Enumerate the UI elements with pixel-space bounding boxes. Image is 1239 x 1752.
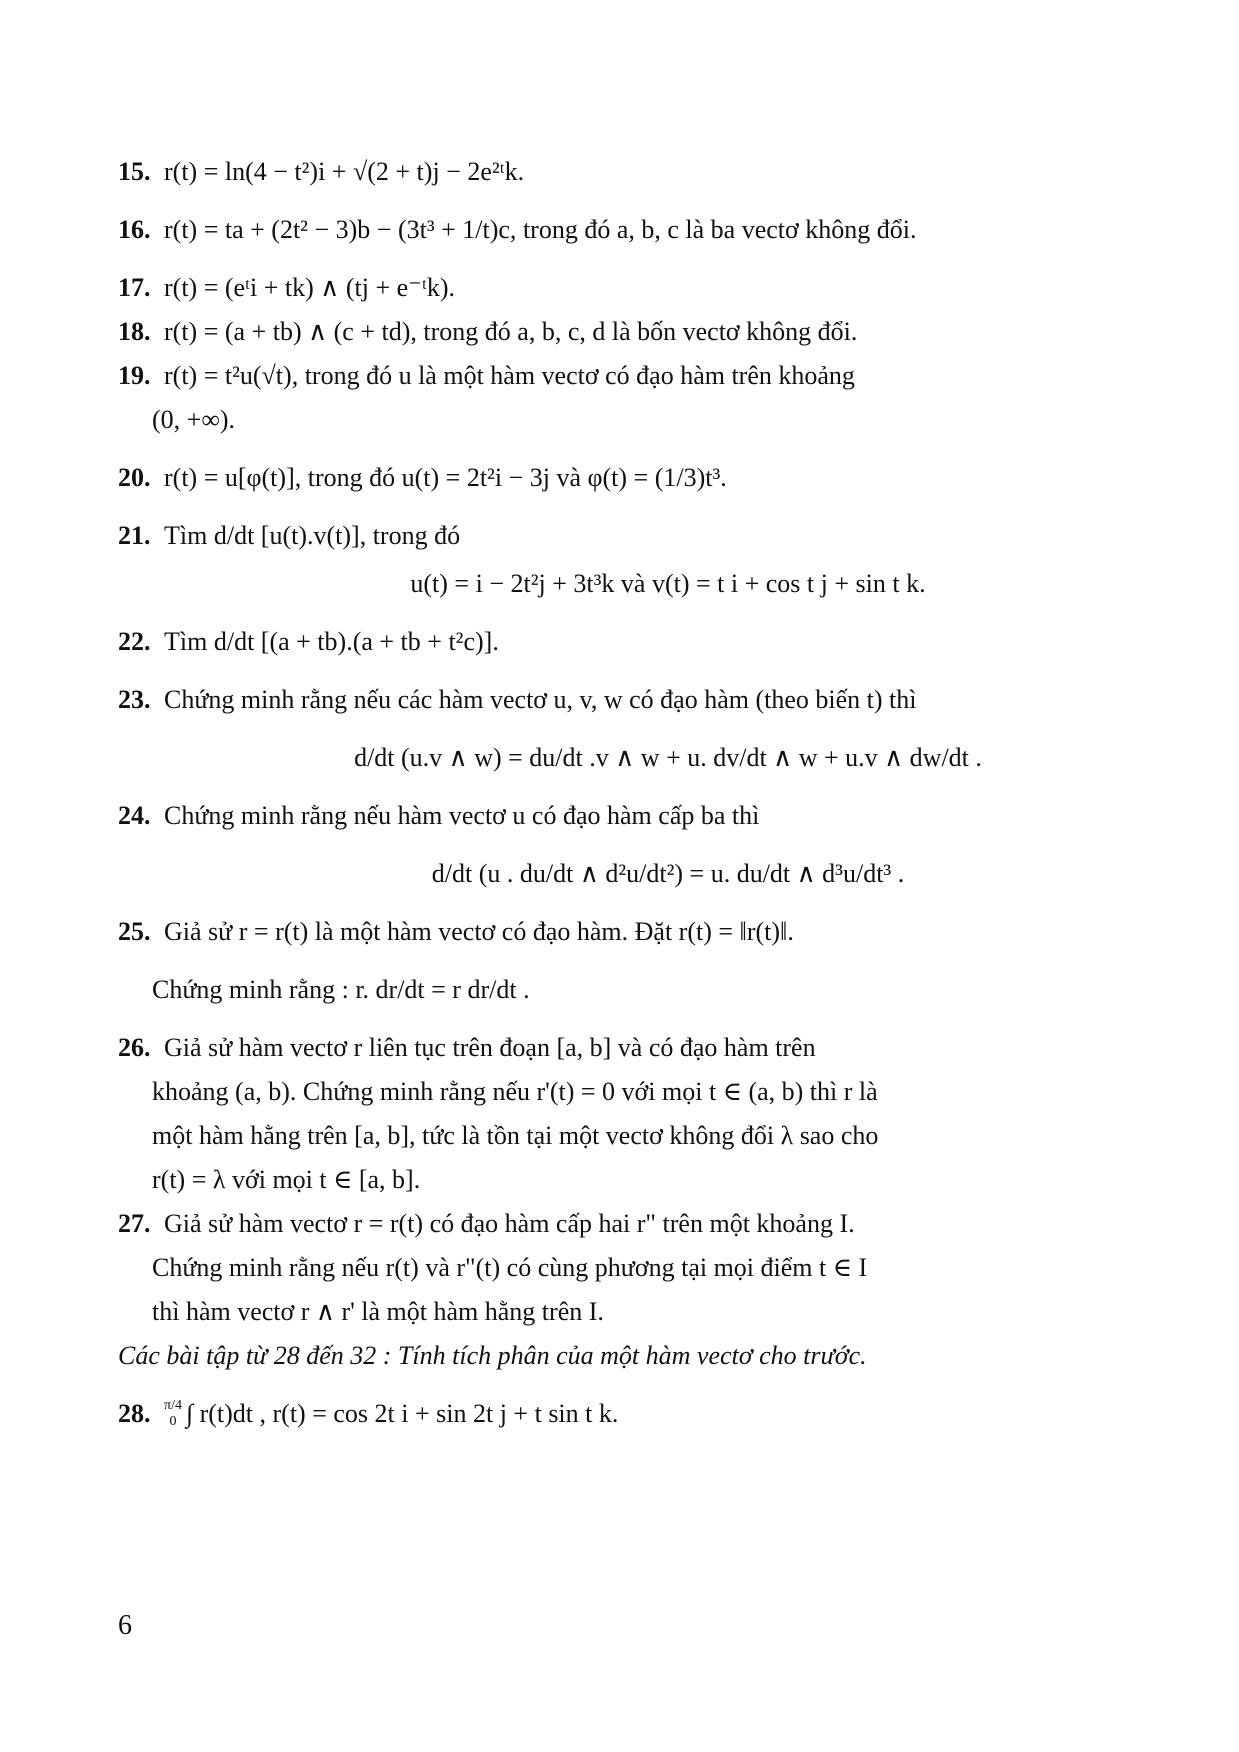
exercise-formula: r(t) = ln(4 − t²)i + √(2 + t)j − 2e²ᵗk.	[164, 157, 525, 186]
exercise-23-formula: d/dt (u.v ∧ w) = du/dt .v ∧ w + u. dv/dt ∧ w + u.v ∧ dw/dt .	[354, 743, 982, 772]
exercise-number: 24.	[118, 801, 151, 830]
exercise-lead: Tìm	[164, 521, 208, 550]
page-content	[118, 150, 1148, 1436]
exercise-text: Chứng minh rằng nếu các hàm vectơ u, v, w có đạo hàm (theo biến t) thì	[164, 685, 917, 714]
exercise-text: trong đó	[372, 521, 461, 550]
exercise-number: 21.	[118, 521, 151, 550]
exercise-text: trong đó a, b, c là ba vectơ không đổi.	[522, 215, 917, 244]
exercise-23	[118, 678, 1148, 722]
exercise-derivative: d/dt [u(t).v(t)],	[213, 521, 367, 550]
exercise-formula: r. dr/dt = r dr/dt .	[355, 975, 530, 1004]
page-number: 6	[118, 1610, 132, 1641]
exercise-line: Giả sử hàm vectơ r liên tục trên đoạn [a, b] và có đạo hàm trên	[164, 1033, 816, 1062]
exercise-number: 19.	[118, 361, 151, 390]
exercise-text: trong đó u là một hàm vectơ có đạo hàm trên khoảng	[304, 361, 855, 390]
exercise-19	[118, 354, 1148, 398]
exercise-26	[118, 1026, 1148, 1070]
exercise-number: 26.	[118, 1033, 151, 1062]
exercise-line: Giả sử hàm vectơ r = r(t) có đạo hàm cấp hai r" trên một khoảng I.	[164, 1209, 855, 1238]
exercise-number: 25.	[118, 917, 151, 946]
exercise-number: 27.	[118, 1209, 151, 1238]
lower-bound: 0	[169, 1414, 177, 1429]
exercise-27	[118, 1202, 1148, 1246]
exercise-number: 20.	[118, 463, 151, 492]
section-note: Các bài tập từ 28 đến 32 : Tính tích phân của một hàm vectơ cho trước.	[118, 1341, 867, 1370]
exercise-formula: r(t) = (a + tb) ∧ (c + td),	[164, 317, 417, 346]
exercise-number: 16.	[118, 215, 151, 244]
exercise-line: thì hàm vectơ r ∧ r' là một hàm hằng trên I.	[152, 1297, 604, 1326]
prove-label: Chứng minh rằng :	[152, 975, 349, 1004]
exercise-number: 23.	[118, 685, 151, 714]
exercise-line: Chứng minh rằng nếu r(t) và r"(t) có cùng phương tại mọi điểm t ∈ I	[152, 1253, 868, 1282]
exercise-number: 22.	[118, 627, 151, 656]
exercise-formula: r(t) = t²u(√t),	[164, 361, 299, 390]
exercise-lead: Tìm	[164, 627, 208, 656]
exercise-21-formula: u(t) = i − 2t²j + 3t³k và v(t) = t i + cos t j + sin t k.	[410, 569, 926, 598]
exercise-number: 28.	[118, 1399, 151, 1428]
exercise-text: Chứng minh rằng nếu hàm vectơ u có đạo hàm cấp ba thì	[164, 801, 760, 830]
exercise-formula: r(t) = u[φ(t)],	[164, 463, 302, 492]
exercise-line: một hàm hằng trên [a, b], tức là tồn tại một vectơ không đổi λ sao cho	[152, 1121, 879, 1150]
exercise-25-prove	[118, 968, 1148, 1012]
exercise-22	[118, 620, 1148, 664]
exercise-formula: ∫ r(t)dt , r(t) = cos 2t i + sin 2t j + t sin t k.	[185, 1399, 619, 1428]
exercise-24	[118, 794, 1148, 838]
exercise-text: trong đó u(t) = 2t²i − 3j và φ(t) = (1/3)t³.	[307, 463, 727, 492]
integral-bounds	[164, 1398, 182, 1430]
exercise-line: r(t) = λ với mọi t ∈ [a, b].	[152, 1165, 421, 1194]
exercise-24-formula: d/dt (u . du/dt ∧ d²u/dt²) = u. du/dt ∧ d³u/dt³ .	[431, 859, 905, 888]
exercise-18	[118, 310, 1148, 354]
exercise-text: trong đó a, b, c, d là bốn vectơ không đổi.	[423, 317, 858, 346]
exercise-28	[118, 1392, 1148, 1436]
exercise-number: 15.	[118, 157, 151, 186]
exercise-17	[118, 266, 1148, 310]
upper-bound: π/4	[164, 1398, 182, 1413]
exercise-19-continuation: (0, +∞).	[152, 405, 236, 434]
exercise-21	[118, 514, 1148, 558]
exercise-25	[118, 910, 1148, 954]
exercise-formula: r(t) = ta + (2t² − 3)b − (3t³ + 1/t)c,	[164, 215, 517, 244]
exercise-number: 17.	[118, 273, 151, 302]
exercise-formula: d/dt [(a + tb).(a + tb + t²c)].	[213, 627, 499, 656]
exercise-number: 18.	[118, 317, 151, 346]
exercise-line: khoảng (a, b). Chứng minh rằng nếu r'(t) = 0 với mọi t ∈ (a, b) thì r là	[152, 1077, 878, 1106]
exercise-formula: r(t) = (eᵗi + tk) ∧ (tj + e⁻ᵗk).	[164, 273, 456, 302]
exercise-16	[118, 208, 1148, 252]
exercise-20	[118, 456, 1148, 500]
exercise-text: Giả sử r = r(t) là một hàm vectơ có đạo hàm. Đặt r(t) = ‖r(t)‖.	[164, 917, 794, 946]
exercise-15	[118, 150, 1148, 194]
